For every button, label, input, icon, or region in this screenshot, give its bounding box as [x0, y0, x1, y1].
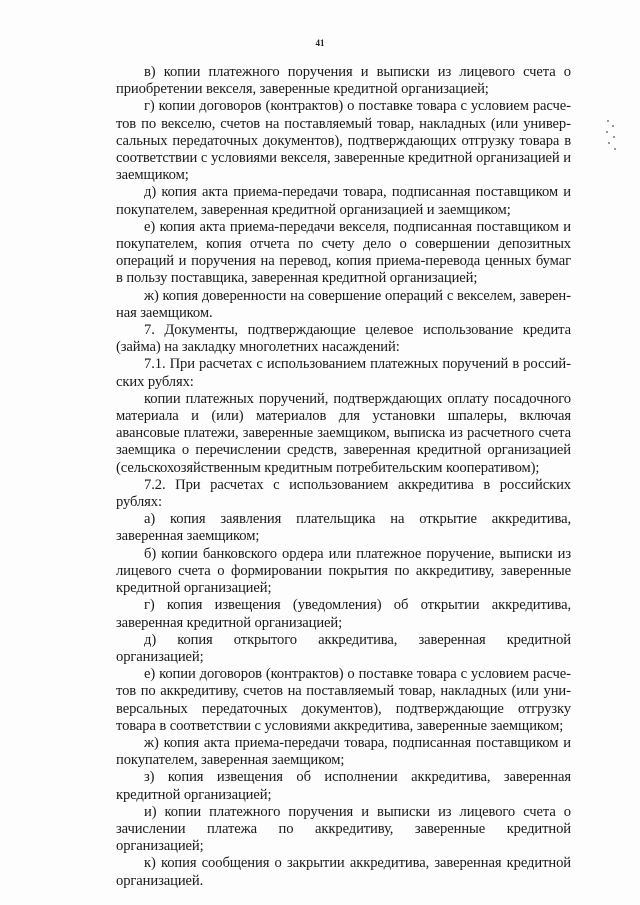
paragraph-d: д) копия акта приема-передачи товара, подписанная поставщиком и покупателем, заверенная кредитной организацией и заемщиком; — [116, 184, 571, 218]
paragraph-7: 7. Документы, подтверждающие целевое использование кредита (займа) на закладку многолетних насаждений: — [116, 322, 571, 356]
paragraph-7-2-b: б) копии банковского ордера или платежное поручение, выписки из лицевого счета о формировании покрытия по аккредитиву, заверенные кредитной организацией; — [116, 545, 571, 597]
paragraph-7-2-g: г) копия извещения (уведомления) об открытии аккредитива, заверенная кредитной организацией; — [116, 597, 571, 631]
paragraph-7-2-a: а) копия заявления плательщика на открытие аккредитива, заверенная заемщиком; — [116, 511, 571, 545]
paragraph-7-1-body: копии платежных поручений, подтверждающих оплату посадочного материала и (или) материалов для установки шпалеры, включая авансовые платежи, заверенные заемщиком, выписка из расчетного счета заемщика о перечислении средств, заверенная кредитной организацией (сельскохозяйственным кредитным потребительским кооперативом); — [116, 390, 571, 476]
paragraph-7-1: 7.1. При расчетах с использованием платежных поручений в российских рублях: — [116, 356, 571, 390]
paragraph-v: в) копии платежного поручения и выписки из лицевого счета о приобретении векселя, заверенные кредитной организацией; — [116, 64, 571, 98]
scan-artifact — [604, 118, 618, 158]
page-number: 41 — [315, 38, 325, 48]
paragraph-7-2-z: з) копия извещения об исполнении аккредитива, заверенная кредитной организацией; — [116, 769, 571, 803]
paragraph-7-2-d: д) копия открытого аккредитива, заверенная кредитной организацией; — [116, 631, 571, 665]
paragraph-7-2-k: к) копия сообщения о закрытии аккредитива, заверенная кредитной организацией. — [116, 855, 571, 889]
paragraph-g: г) копии договоров (контрактов) о поставке товара с условием расчетов по векселю, счетов на поставляемый товар, накладных (или универсальных передаточных документов), подтверждающих отгрузку товара в соответствии с условиями векселя, заверенные кредитной организацией и заемщиком; — [116, 98, 571, 184]
paragraph-7-2-zh: ж) копия акта приема-передачи товара, подписанная поставщиком и покупателем, заверенная заемщиком; — [116, 734, 571, 769]
paragraph-7-2-i: и) копии платежного поручения и выписки из лицевого счета о зачислении платежа по аккредитиву, заверенные кредитной организацией; — [116, 803, 571, 855]
paragraph-7-2-e: е) копии договоров (контрактов) о поставке товара с условием расчетов по аккредитиву, счетов на поставляемый товар, накладных (или универсальных передаточных документов), подтверждающие отгрузку товара в соответствии с условиями аккредитива, заверенные заемщиком; — [116, 666, 571, 734]
paragraph-7-2: 7.2. При расчетах с использованием аккредитива в российских рублях: — [116, 476, 571, 511]
document-body — [116, 64, 571, 890]
paragraph-zh: ж) копия доверенности на совершение операций с векселем, заверенная заемщиком. — [116, 287, 571, 321]
paragraph-e: е) копия акта приема-передачи векселя, подписанная поставщиком и покупателем, копия отчета по счету дело о совершении депозитных операций и поручения на перевод, копия приема-перевода ценных бумаг в пользу поставщика, заверенная кредитной организацией; — [116, 218, 571, 287]
